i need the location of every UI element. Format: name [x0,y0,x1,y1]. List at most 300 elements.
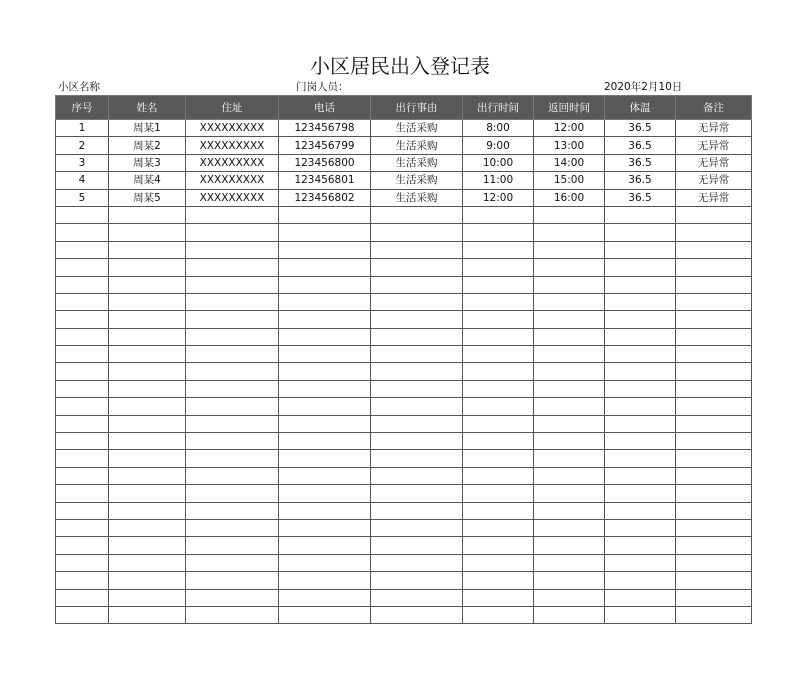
empty-cell [279,502,371,519]
empty-cell [109,328,186,345]
cell-remarks: 无异常 [676,120,752,137]
cell-temperature: 36.5 [605,137,676,154]
cell-reason: 生活采购 [371,189,463,206]
empty-cell [676,224,752,241]
empty-table-row [56,276,752,293]
empty-table-row [56,311,752,328]
empty-cell [186,502,279,519]
empty-cell [279,224,371,241]
empty-cell [371,328,463,345]
empty-table-row [56,485,752,502]
empty-cell [534,311,605,328]
empty-cell [371,363,463,380]
empty-cell [605,380,676,397]
cell-out-time: 11:00 [463,172,534,189]
empty-cell [371,224,463,241]
empty-cell [605,450,676,467]
empty-cell [109,241,186,258]
cell-return-time: 16:00 [534,189,605,206]
register-table [55,95,752,624]
empty-cell [186,519,279,536]
empty-cell [56,206,109,223]
empty-cell [371,589,463,606]
empty-cell [186,606,279,623]
empty-cell [279,589,371,606]
empty-cell [605,433,676,450]
empty-cell [463,467,534,484]
empty-cell [605,415,676,432]
empty-cell [676,519,752,536]
empty-cell [676,293,752,310]
empty-cell [279,380,371,397]
empty-cell [463,241,534,258]
empty-cell [371,276,463,293]
empty-cell [109,363,186,380]
empty-cell [109,415,186,432]
empty-cell [676,467,752,484]
empty-cell [676,485,752,502]
empty-cell [463,554,534,571]
cell-index: 1 [56,120,109,137]
cell-reason: 生活采购 [371,137,463,154]
empty-cell [371,259,463,276]
empty-cell [279,276,371,293]
empty-cell [676,415,752,432]
empty-table-row [56,398,752,415]
table-body [56,120,752,624]
empty-cell [676,206,752,223]
empty-cell [56,537,109,554]
empty-cell [605,259,676,276]
cell-remarks: 无异常 [676,154,752,171]
empty-cell [676,589,752,606]
empty-cell [676,433,752,450]
empty-cell [676,328,752,345]
empty-cell [371,380,463,397]
cell-reason: 生活采购 [371,154,463,171]
empty-table-row [56,380,752,397]
empty-cell [56,467,109,484]
empty-cell [56,589,109,606]
empty-cell [463,311,534,328]
empty-cell [676,363,752,380]
empty-cell [371,485,463,502]
cell-address: XXXXXXXXX [186,137,279,154]
empty-cell [534,363,605,380]
empty-cell [371,311,463,328]
cell-out-time: 8:00 [463,120,534,137]
empty-table-row [56,206,752,223]
empty-cell [371,398,463,415]
empty-cell [56,519,109,536]
empty-cell [534,398,605,415]
empty-cell [109,485,186,502]
cell-name: 周某4 [109,172,186,189]
empty-table-row [56,415,752,432]
empty-table-row [56,606,752,623]
empty-cell [605,554,676,571]
empty-cell [463,328,534,345]
empty-cell [109,293,186,310]
empty-cell [56,311,109,328]
community-name-label: 小区名称 [58,81,100,93]
table-row [56,137,752,154]
empty-cell [279,485,371,502]
empty-table-row [56,259,752,276]
empty-table-row [56,572,752,589]
empty-cell [186,206,279,223]
empty-cell [676,276,752,293]
empty-cell [463,276,534,293]
empty-cell [676,398,752,415]
empty-table-row [56,293,752,310]
empty-table-row [56,519,752,536]
table-header-row [56,96,752,120]
empty-cell [109,206,186,223]
empty-cell [186,537,279,554]
empty-cell [186,241,279,258]
cell-phone: 123456800 [279,154,371,171]
empty-cell [605,398,676,415]
empty-cell [186,259,279,276]
empty-cell [534,606,605,623]
empty-cell [371,519,463,536]
empty-cell [534,537,605,554]
cell-name: 周某1 [109,120,186,137]
empty-cell [371,606,463,623]
empty-cell [605,502,676,519]
empty-cell [109,537,186,554]
column-header-address: 住址 [186,96,279,120]
empty-cell [56,554,109,571]
empty-cell [279,519,371,536]
empty-cell [676,259,752,276]
empty-cell [56,276,109,293]
empty-cell [56,606,109,623]
empty-cell [605,276,676,293]
empty-cell [186,467,279,484]
empty-cell [56,380,109,397]
empty-cell [279,363,371,380]
empty-cell [279,328,371,345]
empty-cell [371,537,463,554]
cell-phone: 123456799 [279,137,371,154]
cell-index: 3 [56,154,109,171]
empty-cell [186,311,279,328]
empty-cell [186,346,279,363]
empty-cell [371,572,463,589]
empty-cell [109,311,186,328]
empty-cell [56,224,109,241]
empty-cell [463,380,534,397]
cell-phone: 123456798 [279,120,371,137]
empty-cell [279,450,371,467]
column-header-remarks: 备注 [676,96,752,120]
empty-cell [463,519,534,536]
column-header-temperature: 体温 [605,96,676,120]
empty-cell [109,450,186,467]
empty-cell [56,398,109,415]
empty-cell [676,606,752,623]
empty-cell [109,589,186,606]
cell-remarks: 无异常 [676,172,752,189]
cell-temperature: 36.5 [605,189,676,206]
column-header-name: 姓名 [109,96,186,120]
empty-cell [534,433,605,450]
empty-cell [186,572,279,589]
cell-temperature: 36.5 [605,154,676,171]
cell-temperature: 36.5 [605,120,676,137]
empty-table-row [56,537,752,554]
column-header-return-time: 返回时间 [534,96,605,120]
empty-cell [279,415,371,432]
empty-cell [463,224,534,241]
cell-return-time: 12:00 [534,120,605,137]
cell-address: XXXXXXXXX [186,120,279,137]
empty-cell [534,467,605,484]
empty-cell [186,293,279,310]
empty-cell [463,363,534,380]
cell-remarks: 无异常 [676,189,752,206]
empty-cell [463,433,534,450]
empty-cell [279,311,371,328]
empty-cell [371,293,463,310]
table-row [56,120,752,137]
empty-cell [56,363,109,380]
empty-cell [463,415,534,432]
empty-cell [605,589,676,606]
empty-cell [56,259,109,276]
empty-cell [279,293,371,310]
empty-cell [463,589,534,606]
empty-cell [186,589,279,606]
empty-cell [605,363,676,380]
cell-out-time: 9:00 [463,137,534,154]
empty-cell [534,554,605,571]
empty-cell [186,433,279,450]
cell-name: 周某3 [109,154,186,171]
empty-cell [279,259,371,276]
empty-cell [463,259,534,276]
cell-address: XXXXXXXXX [186,154,279,171]
empty-cell [534,450,605,467]
empty-cell [676,346,752,363]
empty-table-row [56,363,752,380]
empty-cell [279,467,371,484]
empty-cell [605,467,676,484]
empty-table-row [56,224,752,241]
empty-cell [534,259,605,276]
empty-cell [534,572,605,589]
empty-cell [605,485,676,502]
empty-cell [109,276,186,293]
empty-cell [56,450,109,467]
cell-return-time: 15:00 [534,172,605,189]
empty-cell [605,311,676,328]
empty-cell [109,554,186,571]
empty-cell [534,485,605,502]
empty-cell [534,328,605,345]
empty-cell [534,206,605,223]
cell-name: 周某5 [109,189,186,206]
empty-cell [109,502,186,519]
empty-table-row [56,589,752,606]
cell-return-time: 13:00 [534,137,605,154]
empty-cell [56,502,109,519]
empty-cell [279,398,371,415]
cell-index: 2 [56,137,109,154]
empty-cell [186,450,279,467]
empty-cell [605,293,676,310]
table-row [56,172,752,189]
empty-cell [605,241,676,258]
guard-staff-label: 门岗人员： [296,81,349,93]
empty-cell [109,606,186,623]
empty-cell [534,224,605,241]
empty-cell [534,293,605,310]
empty-cell [109,433,186,450]
empty-cell [463,293,534,310]
empty-cell [186,485,279,502]
empty-cell [56,433,109,450]
empty-cell [676,241,752,258]
column-header-out-time: 出行时间 [463,96,534,120]
empty-table-row [56,328,752,345]
empty-cell [463,206,534,223]
empty-table-row [56,502,752,519]
empty-cell [605,519,676,536]
empty-cell [279,606,371,623]
empty-cell [676,311,752,328]
cell-temperature: 36.5 [605,172,676,189]
cell-reason: 生活采购 [371,120,463,137]
empty-cell [56,572,109,589]
empty-cell [463,537,534,554]
empty-cell [676,502,752,519]
empty-cell [463,606,534,623]
empty-cell [186,276,279,293]
empty-cell [371,206,463,223]
empty-table-row [56,554,752,571]
empty-cell [109,398,186,415]
empty-cell [56,485,109,502]
empty-cell [463,450,534,467]
column-header-reason: 出行事由 [371,96,463,120]
empty-cell [371,554,463,571]
empty-cell [605,346,676,363]
cell-index: 4 [56,172,109,189]
empty-cell [534,415,605,432]
cell-out-time: 10:00 [463,154,534,171]
empty-cell [109,380,186,397]
empty-cell [534,589,605,606]
empty-cell [534,502,605,519]
cell-index: 5 [56,189,109,206]
empty-cell [605,572,676,589]
empty-cell [534,380,605,397]
empty-cell [605,537,676,554]
empty-cell [279,537,371,554]
column-header-phone: 电话 [279,96,371,120]
empty-cell [279,346,371,363]
cell-name: 周某2 [109,137,186,154]
empty-cell [56,293,109,310]
cell-phone: 123456802 [279,189,371,206]
empty-cell [463,572,534,589]
empty-cell [371,415,463,432]
register-date: 2020年2月10日 [604,81,683,93]
empty-cell [109,467,186,484]
empty-table-row [56,467,752,484]
empty-table-row [56,450,752,467]
empty-table-row [56,346,752,363]
empty-cell [109,346,186,363]
empty-cell [463,398,534,415]
empty-cell [605,224,676,241]
empty-cell [605,328,676,345]
page-title: 小区居民出入登记表 [310,54,490,78]
empty-cell [56,241,109,258]
empty-cell [186,415,279,432]
empty-cell [109,259,186,276]
empty-cell [186,224,279,241]
empty-cell [371,346,463,363]
empty-cell [56,328,109,345]
empty-cell [279,554,371,571]
empty-cell [676,537,752,554]
empty-cell [186,554,279,571]
cell-remarks: 无异常 [676,137,752,154]
empty-cell [534,346,605,363]
empty-table-row [56,433,752,450]
empty-cell [463,485,534,502]
empty-cell [186,363,279,380]
empty-cell [371,502,463,519]
empty-cell [463,502,534,519]
empty-cell [279,433,371,450]
empty-cell [186,328,279,345]
empty-cell [279,241,371,258]
empty-cell [534,519,605,536]
table-row [56,189,752,206]
empty-cell [605,206,676,223]
empty-cell [676,554,752,571]
empty-cell [371,241,463,258]
table-row [56,154,752,171]
empty-cell [676,572,752,589]
cell-return-time: 14:00 [534,154,605,171]
cell-out-time: 12:00 [463,189,534,206]
column-header-index: 序号 [56,96,109,120]
empty-cell [109,519,186,536]
cell-address: XXXXXXXXX [186,172,279,189]
cell-address: XXXXXXXXX [186,189,279,206]
empty-cell [534,241,605,258]
empty-cell [534,276,605,293]
empty-cell [279,572,371,589]
empty-cell [109,224,186,241]
empty-cell [186,398,279,415]
empty-cell [605,606,676,623]
empty-cell [676,380,752,397]
empty-cell [676,450,752,467]
empty-cell [279,206,371,223]
empty-cell [463,346,534,363]
empty-cell [56,346,109,363]
empty-cell [109,572,186,589]
empty-table-row [56,241,752,258]
empty-cell [186,380,279,397]
